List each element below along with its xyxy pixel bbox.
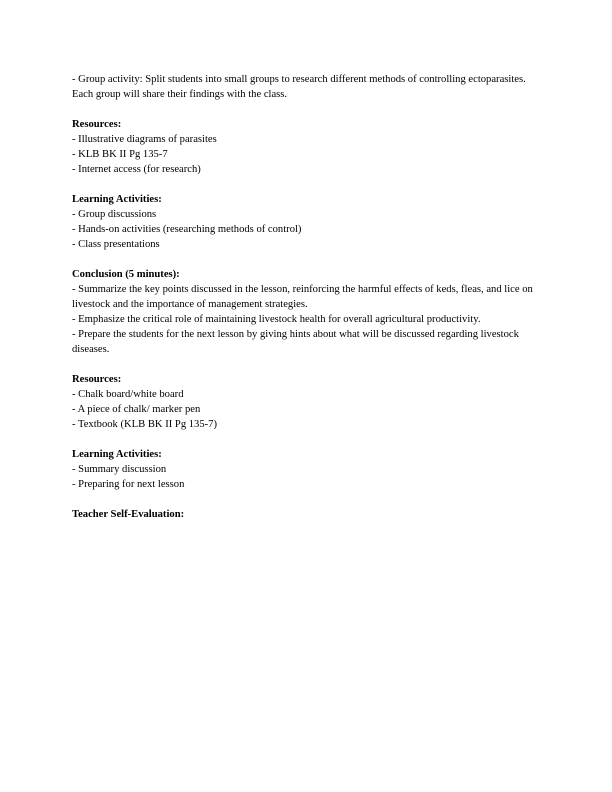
list-item: - Textbook (KLB BK II Pg 135-7) xyxy=(72,419,218,430)
resources-section-2 xyxy=(72,372,544,432)
list-item: - Summarize the key points discussed in the lesson, reinforcing the harmful effects of keds, fleas, and lice on livestock and the importance of management strategies. xyxy=(72,284,533,310)
learning-activities-section-2 xyxy=(72,447,544,492)
learning-activities-heading-1: Learning Activities: xyxy=(72,194,162,205)
conclusion-heading: Conclusion (5 minutes): xyxy=(72,269,180,280)
resources-section-1 xyxy=(72,117,544,177)
resources-heading-1: Resources: xyxy=(72,119,122,130)
list-item: - Summary discussion xyxy=(72,464,167,475)
list-item: - Emphasize the critical role of maintaining livestock health for overall agricultural productivity. xyxy=(72,314,481,325)
list-item: - Prepare the students for the next lesson by giving hints about what will be discussed regarding livestock diseases. xyxy=(72,329,519,355)
list-item: - Hands-on activities (researching methods of control) xyxy=(72,224,302,235)
resources-heading-2: Resources: xyxy=(72,374,122,385)
self-evaluation-heading: Teacher Self-Evaluation: xyxy=(72,509,185,520)
conclusion-section xyxy=(72,267,544,357)
list-item: - Illustrative diagrams of parasites xyxy=(72,134,217,145)
list-item: - Class presentations xyxy=(72,239,160,250)
list-item: - Internet access (for research) xyxy=(72,164,201,175)
list-item: - Group discussions xyxy=(72,209,157,220)
list-item: - Preparing for next lesson xyxy=(72,479,185,490)
list-item: - A piece of chalk/ marker pen xyxy=(72,404,201,415)
document-page xyxy=(72,72,544,522)
learning-activities-section-1 xyxy=(72,192,544,252)
list-item: - KLB BK II Pg 135-7 xyxy=(72,149,168,160)
list-item: - Chalk board/white board xyxy=(72,389,184,400)
self-evaluation-section xyxy=(72,507,544,522)
group-activity-paragraph: - Group activity: Split students into small groups to research different methods of controlling ectoparasites. Each group will share their findings with the class. xyxy=(72,74,526,100)
learning-activities-heading-2: Learning Activities: xyxy=(72,449,162,460)
